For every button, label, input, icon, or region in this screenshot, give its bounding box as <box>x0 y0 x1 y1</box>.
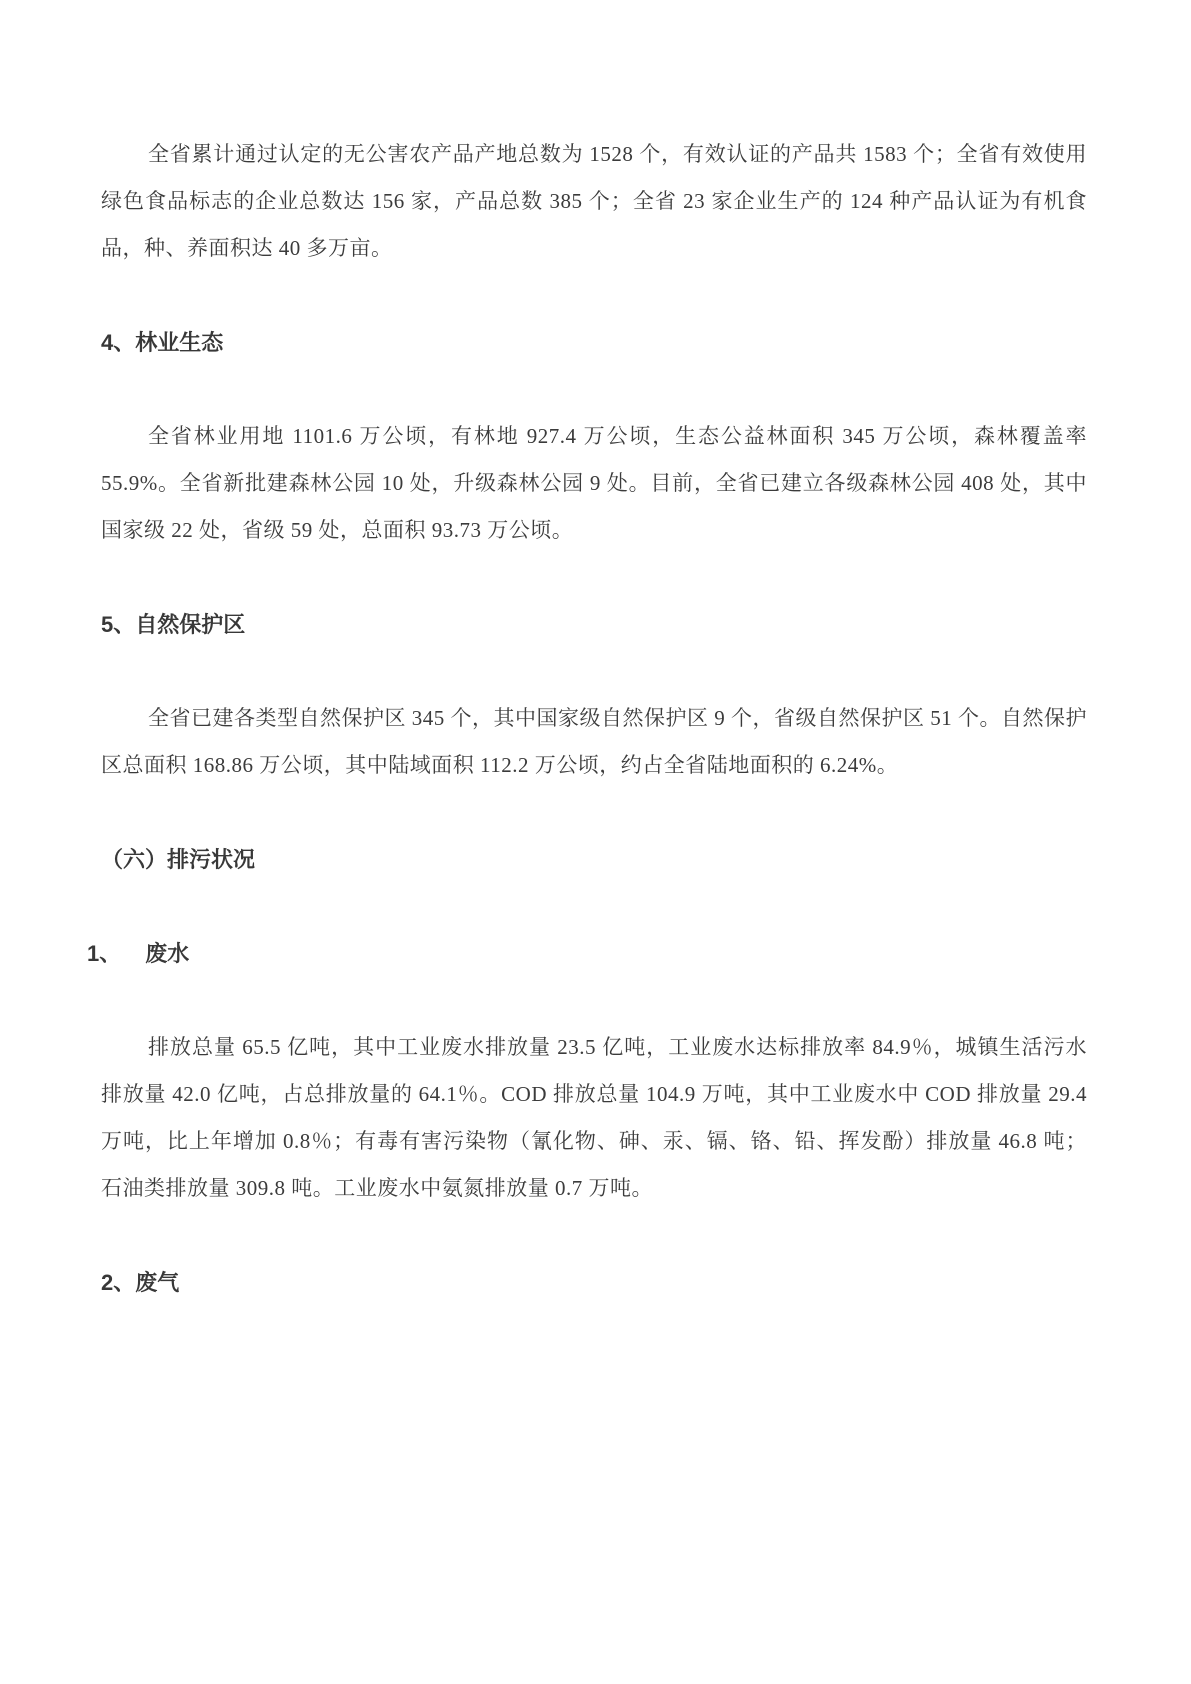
heading-nature-reserves: 5、自然保护区 <box>101 612 246 637</box>
paragraph-wastewater: 排放总量 65.5 亿吨，其中工业废水排放量 23.5 亿吨，工业废水达标排放率 84.9％，城镇生活污水排放量 42.0 亿吨，占总排放量的 64.1％。COD 排放总量 104.9 万吨，其中工业废水中 COD 排放量 29.4 万吨，比上年增加 0.8％；有毒有害污染物（氰化物、砷、汞、镉、铬、铅、挥发酚）排放量 46.8 吨；石油类排放量 309.8 吨。工业废水中氨氮排放量 0.7 万吨。 <box>101 1035 1087 1200</box>
heading-wastewater <box>87 930 1087 977</box>
paragraph-nature-reserves: 全省已建各类型自然保护区 345 个，其中国家级自然保护区 9 个，省级自然保护区 51 个。自然保护区总面积 168.86 万公顷，其中陆域面积 112.2 万公顷，约占全省陆地面积的 6.24%。 <box>101 706 1087 777</box>
heading-wastewater-number: 1、 <box>87 941 122 966</box>
heading-wastewater-label: 废水 <box>145 941 190 966</box>
paragraph-product-certification: 全省累计通过认定的无公害农产品产地总数为 1528 个，有效认证的产品共 1583 个；全省有效使用绿色食品标志的企业总数达 156 家，产品总数 385 个；全省 23 家企业生产的 124 种产品认证为有机食品，种、养面积达 40 多万亩。 <box>101 142 1087 260</box>
heading-forestry-ecology: 4、林业生态 <box>101 330 224 355</box>
heading-waste-gas: 2、废气 <box>101 1270 180 1295</box>
heading-pollution-discharge-section: （六）排污状况 <box>101 847 256 872</box>
paragraph-forestry-ecology: 全省林业用地 1101.6 万公顷，有林地 927.4 万公顷，生态公益林面积 345 万公顷，森林覆盖率 55.9%。全省新批建森林公园 10 处，升级森林公园 9 处。目前，全省已建立各级森林公园 408 处，其中国家级 22 处，省级 59 处，总面积 93.73 万公顷。 <box>101 424 1087 542</box>
